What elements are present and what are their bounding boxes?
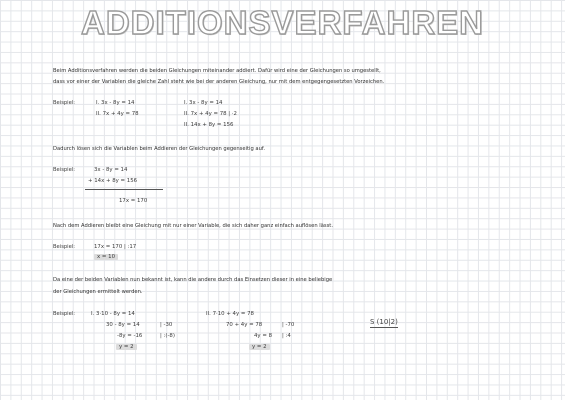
example-4-label: Beispiel: — [53, 311, 76, 317]
paragraph-2: Dadurch lösen sich die Variablen beim Addieren der Gleichungen gegenseitig auf. — [53, 146, 265, 152]
example-2-result: 17x = 170 — [119, 198, 148, 204]
example-4-col-I-eq-3: -8y = -16 — [117, 333, 143, 339]
example-4-col-II-result: y = 2 — [249, 344, 270, 350]
example-1-right-eq-1: I. 3x - 8y = 14 — [184, 100, 223, 106]
example-1-left-eq-1: I. 3x - 8y = 14 — [96, 100, 135, 106]
example-4-col-II-op-2: | :4 — [282, 333, 291, 339]
example-4-col-I-eq-1: I. 3·10 - 8y = 14 — [91, 311, 135, 317]
example-4-col-II-op-1: | -70 — [282, 322, 295, 328]
example-4-col-I-op-2: | :(-8) — [160, 333, 175, 339]
sum-underline — [85, 189, 163, 190]
example-2-eq-1: 3x - 8y = 14 — [94, 167, 128, 173]
example-1-right-eq-2: II. 7x + 4y = 78 | ·2 — [184, 111, 237, 117]
example-1-right-eq-3: II. 14x + 8y = 156 — [184, 122, 234, 128]
solution-set: S (10|2) — [370, 318, 398, 326]
example-4-col-II-eq-1: II. 7·10 + 4y = 78 — [206, 311, 254, 317]
paragraph-4-line-1: Da eine der beiden Variablen nun bekannt ist, kann die andere durch das Einsetzen dieser in eine beliebige — [53, 277, 333, 283]
example-4-col-I-op-1: | -30 — [160, 322, 173, 328]
example-4-col-II-eq-3: 4y = 8 — [254, 333, 272, 339]
intro-line-2: dass vor einer der Variablen die gleiche Zahl steht wie bei der anderen Gleichung, nur mit dem entgegengesetzten Vorzeichen. — [53, 79, 385, 85]
example-4-col-I-eq-2: 30 - 8y = 14 — [106, 322, 140, 328]
example-2-eq-2: + 14x + 8y = 156 — [88, 178, 138, 184]
paragraph-4-line-2: der Gleichungen ermittelt werden. — [53, 289, 143, 295]
example-1-label: Beispiel: — [53, 100, 76, 106]
example-3-label: Beispiel: — [53, 244, 76, 250]
example-2-label: Beispiel: — [53, 167, 76, 173]
paragraph-3: Nach dem Addieren bleibt eine Gleichung mit nur einer Variable, die sich daher ganz einfach auflösen lässt. — [53, 223, 333, 229]
example-4-col-II-eq-2: 70 + 4y = 78 — [226, 322, 263, 328]
example-3-result: x = 10 — [94, 254, 118, 260]
page-title: ADDITIONSVERFAHREN — [80, 4, 485, 41]
intro-line-1: Beim Additionsverfahren werden die beiden Gleichungen miteinander addiert. Dafür wird eine der Gleichungen so umgestellt, — [53, 68, 381, 74]
example-4-col-I-result: y = 2 — [116, 344, 137, 350]
example-1-left-eq-2: II. 7x + 4y = 78 — [96, 111, 139, 117]
example-3-eq-1: 17x = 170 | :17 — [94, 244, 137, 250]
